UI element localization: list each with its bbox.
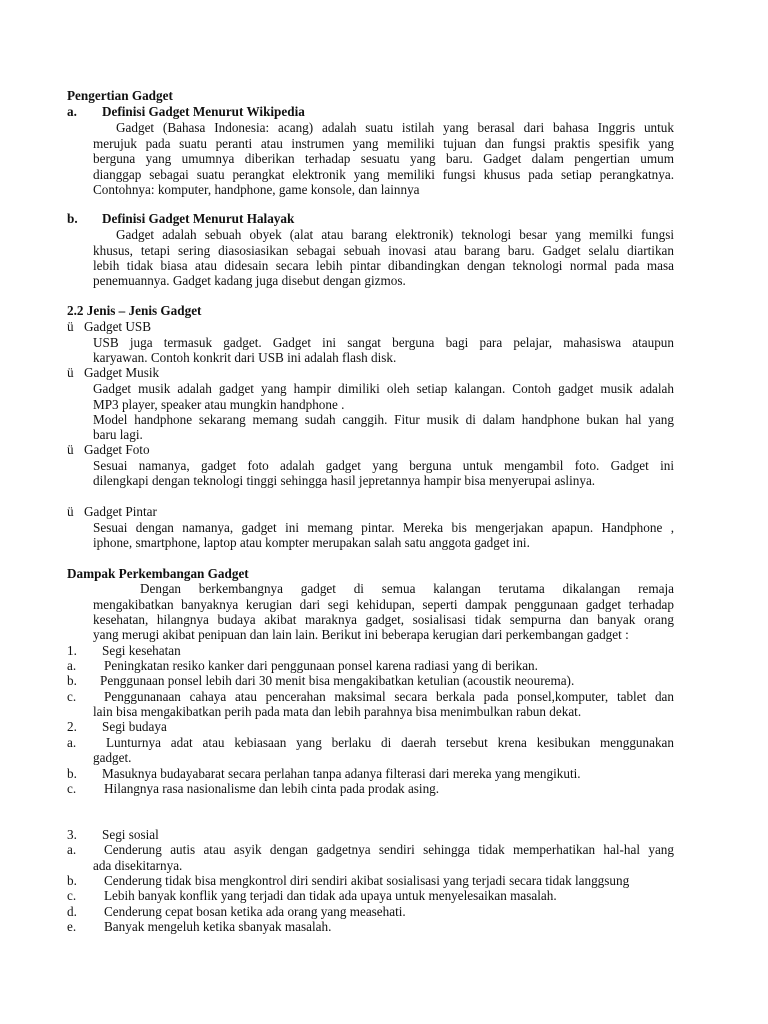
list-number: 3. xyxy=(67,827,77,842)
list-heading: Segi sosial xyxy=(102,827,159,842)
paragraph-line: Sesuai dengan namanya, gadget ini memang pintar. Mereka bis mengerjakan apapun. Handphone , xyxy=(93,520,674,535)
paragraph-line: Gadget (Bahasa Indonesia: acang) adalah suatu istilah yang berasal dari bahasa Inggris untuk xyxy=(116,120,674,135)
list-item: Lebih banyak konflik yang terjadi dan tidak ada upaya untuk menyelesaikan masalah. xyxy=(104,888,557,903)
paragraph-line: Model handphone sekarang memang sudah canggih. Fitur musik di dalam handphone bukan hal yang xyxy=(93,412,674,427)
paragraph-line: penemuannya. Gadget kadang juga disebut dengan gizmos. xyxy=(93,273,406,288)
paragraph-line: khusus, tetapi sering diasosiasikan sebagai sebuah inovasi atau barang baru. Gadget selalu diartikan xyxy=(93,243,674,258)
jenis-item-title: Gadget Pintar xyxy=(84,504,157,519)
jenis-heading: 2.2 Jenis – Jenis Gadget xyxy=(67,303,202,318)
list-item: Cenderung autis atau asyik dengan gadgetnya sendiri sehingga tidak memperhatikan hal-hal yang xyxy=(104,842,674,857)
list-item: Peningkatan resiko kanker dari penggunaan ponsel karena radiasi yang di berikan. xyxy=(104,658,538,673)
section-b-heading: Definisi Gadget Menurut Halayak xyxy=(102,211,295,226)
paragraph-line: dianggap sebagai suatu perangkat elektronik yang memiliki fungsi khusus pada setiap perangkatnya. xyxy=(93,167,674,182)
check-bullet-icon: ü xyxy=(67,442,74,457)
list-item: Penggunaan ponsel lebih dari 30 menit bisa mengakibatkan ketulian (acoustik neourema). xyxy=(100,673,575,688)
list-item: Banyak mengeluh ketika sbanyak masalah. xyxy=(104,919,332,934)
paragraph-line: kesehatan, hilangnya budaya akibat maraknya gadget, sosialisasi tidak sempurna dan banyak orang xyxy=(93,612,674,627)
list-marker: c. xyxy=(67,689,77,704)
section-b-marker: b. xyxy=(67,211,78,226)
section-a-heading: Definisi Gadget Menurut Wikipedia xyxy=(102,104,305,119)
paragraph-line: yang merugi akibat penipuan dan lain lain. Berikut ini beberapa kerugian dari perkembangan gadget : xyxy=(93,627,629,642)
list-marker: d. xyxy=(67,904,77,919)
check-bullet-icon: ü xyxy=(67,504,74,519)
list-marker: c. xyxy=(67,888,77,903)
paragraph-line: Dengan berkembangnya gadget di semua kalangan terutama dikalangan remaja xyxy=(140,581,674,596)
paragraph-line: merujuk pada suatu peranti atau instrumen yang memiliki tujuan dan fungsi praktis spesifik yang xyxy=(93,136,674,151)
dampak-heading: Dampak Perkembangan Gadget xyxy=(67,566,249,581)
list-item: Lunturnya adat atau kebiasaan yang berlaku di daerah tersebut krena kesibukan menggunakan xyxy=(106,735,674,750)
paragraph-line: Gadget musik adalah gadget yang hampir dimiliki oleh setiap kalangan. Contoh gadget musik adalah xyxy=(93,381,674,396)
list-item-continuation: lain bisa mengakibatkan perih pada mata dan lebih parahnya bisa menimbulkan rabun dekat. xyxy=(93,704,582,719)
list-item-continuation: gadget. xyxy=(93,750,132,765)
list-marker: a. xyxy=(67,842,77,857)
list-marker: b. xyxy=(67,766,77,781)
list-marker: b. xyxy=(67,673,77,688)
list-marker: a. xyxy=(67,658,77,673)
section-a-marker: a. xyxy=(67,104,77,119)
paragraph-line: Gadget adalah sebuah obyek (alat atau barang elektronik) teknologi besar yang memilki fungsi xyxy=(116,227,674,242)
paragraph-line: karyawan. Contoh konkrit dari USB ini adalah flash disk. xyxy=(93,350,397,365)
jenis-item-title: Gadget Musik xyxy=(84,365,160,380)
check-bullet-icon: ü xyxy=(67,319,74,334)
document-title: Pengertian Gadget xyxy=(67,88,173,103)
list-marker: b. xyxy=(67,873,77,888)
paragraph-line: USB juga termasuk gadget. Gadget ini sangat berguna bagi para pelajar, mahasiswa ataupun xyxy=(93,335,674,350)
list-item: Cenderung cepat bosan ketika ada orang yang measehati. xyxy=(104,904,406,919)
list-item: Penggunanaan cahaya atau pencerahan maksimal secara berkala pada ponsel,komputer, tablet dan xyxy=(104,689,674,704)
paragraph-line: baru lagi. xyxy=(93,427,143,442)
paragraph-line: Sesuai namanya, gadget foto adalah gadget yang berguna untuk mengambil foto. Gadget ini xyxy=(93,458,674,473)
list-item-continuation: ada disekitarnya. xyxy=(93,858,183,873)
jenis-item-title: Gadget USB xyxy=(84,319,152,334)
paragraph-line: mengakibatkan banyaknya kerugian dari segi kehidupan, seperti dampak penggunaan gadget terhadap xyxy=(93,597,674,612)
paragraph-line: iphone, smartphone, laptop atau kompter merupakan salah satu anggota gadget ini. xyxy=(93,535,530,550)
paragraph-line: lebih tidak biasa atau didesain secara lebih pintar dibandingkan dengan teknologi normal pada masa xyxy=(93,258,674,273)
list-item: Masuknya budayabarat secara perlahan tanpa adanya filterasi dari mereka yang mengikuti. xyxy=(102,766,581,781)
list-heading: Segi kesehatan xyxy=(102,643,181,658)
paragraph-line: MP3 player, speaker atau mungkin handphone . xyxy=(93,397,345,412)
list-marker: c. xyxy=(67,781,77,796)
paragraph-line: berguna yang umumnya diberikan terhadap sesuatu yang baru. Gadget dalam pengertian umum xyxy=(93,151,674,166)
list-number: 2. xyxy=(67,719,77,734)
jenis-item-title: Gadget Foto xyxy=(84,442,150,457)
list-heading: Segi budaya xyxy=(102,719,167,734)
list-item: Cenderung tidak bisa mengkontrol diri sendiri akibat sosialisasi yang terjadi secara tidak langgsung xyxy=(104,873,630,888)
paragraph-line: dilengkapi dengan teknologi tinggi sehingga hasil jepretannya hampir bisa menyerupai aslinya. xyxy=(93,473,596,488)
check-bullet-icon: ü xyxy=(67,365,74,380)
paragraph-line: Contohnya: komputer, handphone, game konsole, dan lainnya xyxy=(93,182,420,197)
list-marker: e. xyxy=(67,919,77,934)
list-item: Hilangnya rasa nasionalisme dan lebih cinta pada prodak asing. xyxy=(104,781,440,796)
list-number: 1. xyxy=(67,643,77,658)
list-marker: a. xyxy=(67,735,77,750)
